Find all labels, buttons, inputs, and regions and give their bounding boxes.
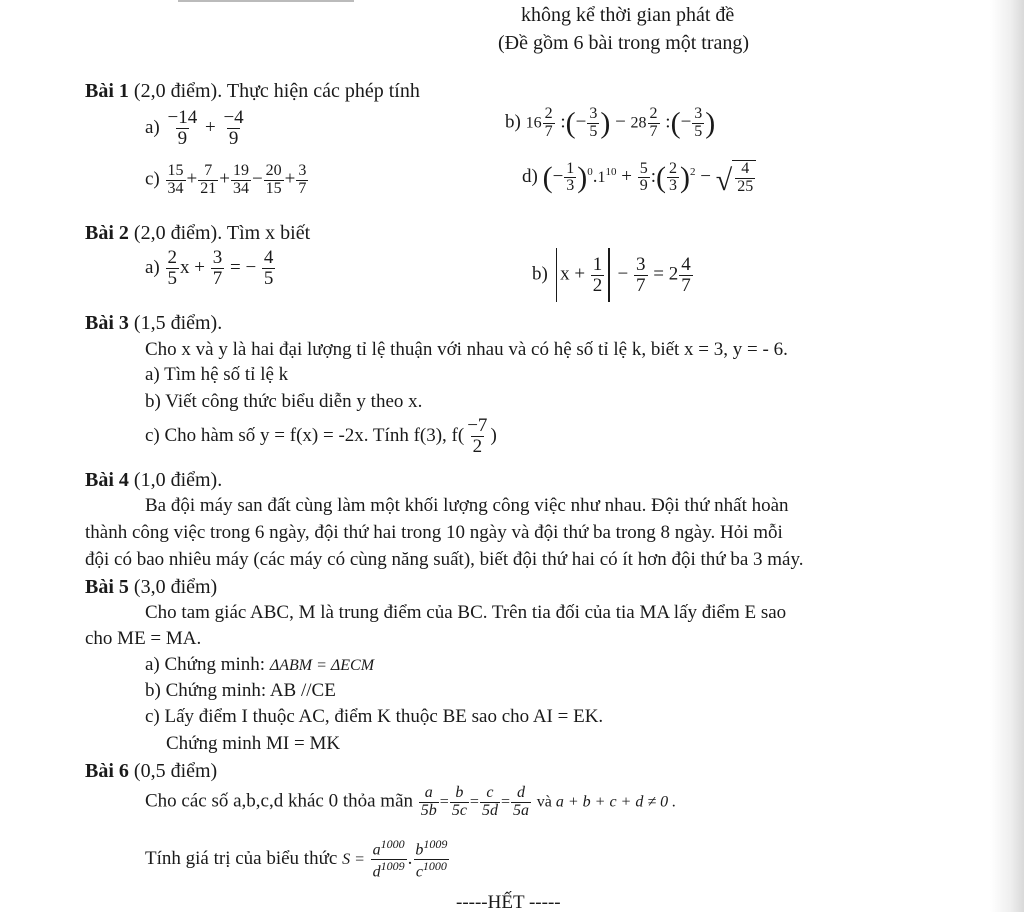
bai5-b: b) Chứng minh: AB //CE — [145, 680, 336, 701]
fraction: $\frac{5}{9}$ — [639, 159, 648, 195]
bai2-a: a) $\frac{2}{5}$ x + $\frac{3}{7}$ = − $\frac{4}{5}$ — [145, 247, 274, 289]
fraction: $\frac{3}{5}$ — [694, 105, 703, 140]
bai4-desc: (1,0 điểm). — [133, 469, 223, 491]
fraction: $\frac{c}{5d}$ — [481, 784, 498, 819]
fraction: $\frac{3}{7}$ — [636, 253, 646, 296]
bai4-title: Bài 4 — [85, 469, 129, 491]
fraction: $\frac{7}{21}$ — [200, 162, 217, 197]
bai4-heading — [85, 469, 222, 492]
fraction: $\frac{2}{7}$ — [544, 105, 553, 140]
bai3-b: b) Viết công thức biểu diễn y theo x. — [145, 391, 423, 412]
bai5-c2: Chứng minh MI = MK — [166, 733, 341, 754]
fraction: $\frac{a^{1000}}{d^{1009}}$ — [372, 837, 405, 881]
top-rule — [178, 0, 354, 2]
fraction: $\frac{4}{5}$ — [263, 247, 274, 289]
bai3-title: Bài 3 — [85, 312, 129, 334]
bai1-b: b) 16 $\frac{2}{7}$ :(− $\frac{3}{5}$ ) − 28 $\frac{2}{7}$ :(− $\frac{3}{5}$ ) — [505, 105, 716, 140]
fraction: $\frac{2}{7}$ — [649, 105, 658, 140]
bai2-desc: (2,0 điểm). Tìm x biết — [133, 222, 311, 244]
fraction: $\frac{-4}{9}$ — [223, 107, 244, 149]
bai1-c-label: c) — [145, 168, 160, 190]
fraction: $\frac{3}{7}$ — [298, 162, 307, 197]
bai1-title: Bài 1 — [85, 80, 129, 102]
bai3-desc: (1,5 điểm). — [133, 312, 223, 334]
bai5-desc: (3,0 điểm) — [133, 576, 218, 598]
bai5-title: Bài 5 — [85, 576, 129, 598]
page-edge-shadow — [990, 0, 1024, 912]
bai3-c: c) Cho hàm số y = f(x) = -2x. Tính f(3), f( $\frac{-7}{2}$ ) — [145, 415, 497, 457]
bai4-line1: Ba đội máy san đất cùng làm một khối lượng công việc như nhau. Đội thứ nhất hoàn — [145, 495, 789, 516]
bai4-line2: thành công việc trong 6 ngày, đội thứ hai trong 10 ngày và đội thứ ba trong 8 ngày. Hỏi mỗi — [85, 522, 783, 543]
bai5-a: a) Chứng minh: ΔABM = ΔECM — [145, 654, 375, 675]
bai2-heading — [85, 222, 310, 245]
bai1-d: d) (− $\frac{1}{3}$ )$^0.1^{10}$ + $\frac{5}{9}$ :( $\frac{2}{3}$ )$^2$ − √ $\frac{4}{25}$ — [522, 160, 756, 196]
fraction: $\frac{a}{5b}$ — [420, 784, 437, 819]
bai5-line1: Cho tam giác ABC, M là trung điểm của BC. Trên tia đối của tia MA lấy điểm E sao — [145, 602, 787, 623]
bai5-line2: cho ME = MA. — [85, 628, 202, 649]
bai6-line1: Cho các số a,b,c,d khác 0 thỏa mãn $\frac{a}{5b}$ = $\frac{b}{5c}$ = $\frac{c}{5d}$ = $\frac{d}{5a}$ và a + b + c + d ≠ 0 . — [145, 784, 677, 819]
bai3-heading — [85, 312, 222, 335]
fraction: $\frac{3}{5}$ — [589, 105, 598, 140]
header-line2: (Đề gồm 6 bài trong một trang) — [498, 32, 750, 54]
fraction: $\frac{1}{2}$ — [592, 253, 603, 296]
square-root: √ $\frac{4}{25}$ — [716, 160, 756, 196]
bai1-c: c) $\frac{15}{34}$ + $\frac{7}{21}$ + $\frac{19}{34}$ − $\frac{20}{15}$ + $\frac{3}{7}$ — [145, 162, 307, 197]
fraction: $\frac{1}{3}$ — [566, 159, 575, 195]
bai3-intro: Cho x và y là hai đại lượng tỉ lệ thuận với nhau và có hệ số tỉ lệ k, biết x = 3, y = - 6. — [145, 339, 788, 360]
fraction: $\frac{15}{34}$ — [167, 162, 184, 197]
bai5-c: c) Lấy điểm I thuộc AC, điểm K thuộc BE sao cho AI = EK. — [145, 706, 604, 727]
bai6-heading — [85, 760, 217, 783]
bai4-line3: đội có bao nhiêu máy (các máy có cùng năng suất), biết đội thứ hai có ít hơn đội thứ ba 3 máy. — [85, 549, 804, 570]
bai2-b: b) x + $\frac{1}{2}$ − $\frac{3}{7}$ = 2 $\frac{4}{7}$ — [532, 248, 694, 302]
fraction: $\frac{-7}{2}$ — [467, 415, 488, 457]
fraction: $\frac{b}{5c}$ — [451, 784, 467, 819]
header-line1: không kể thời gian phát đề — [521, 4, 735, 26]
fraction: $\frac{d}{5a}$ — [512, 784, 529, 819]
fraction: $\frac{3}{7}$ — [212, 247, 223, 289]
fraction: $\frac{2}{3}$ — [669, 159, 678, 195]
bai2-b-label: b) — [532, 263, 548, 285]
bai6-desc: (0,5 điểm) — [133, 760, 218, 782]
bai3-a: a) Tìm hệ số tỉ lệ k — [145, 364, 289, 385]
fraction: $\frac{19}{34}$ — [232, 162, 249, 197]
bai5-heading — [85, 576, 217, 599]
footer-end: -----HẾT ----- — [456, 892, 561, 913]
bai2-title: Bài 2 — [85, 222, 129, 244]
fraction: $\frac{2}{5}$ — [167, 247, 178, 289]
bai1-heading — [85, 80, 420, 103]
bai6-line2: Tính giá trị của biểu thức S = $\frac{a^{1000}}{d^{1009}}$ . $\frac{b^{1009}}{c^{1000}}$ — [145, 837, 448, 881]
bai1-desc: (2,0 điểm). Thực hiện các phép tính — [133, 80, 420, 102]
fraction: $\frac{4}{7}$ — [681, 253, 691, 296]
bai2-a-label: a) — [145, 256, 160, 278]
bai1-a: a) $\frac{-14}{9}$ + $\frac{-4}{9}$ — [145, 107, 244, 149]
fraction: $\frac{20}{15}$ — [265, 162, 282, 197]
fraction: $\frac{-14}{9}$ — [167, 107, 198, 149]
bai1-a-label: a) — [145, 116, 160, 138]
fraction: $\frac{b^{1009}}{c^{1000}}$ — [415, 837, 448, 881]
bai1-d-label: d) — [522, 166, 538, 188]
bai1-b-label: b) — [505, 111, 521, 133]
bai6-title: Bài 6 — [85, 760, 129, 782]
